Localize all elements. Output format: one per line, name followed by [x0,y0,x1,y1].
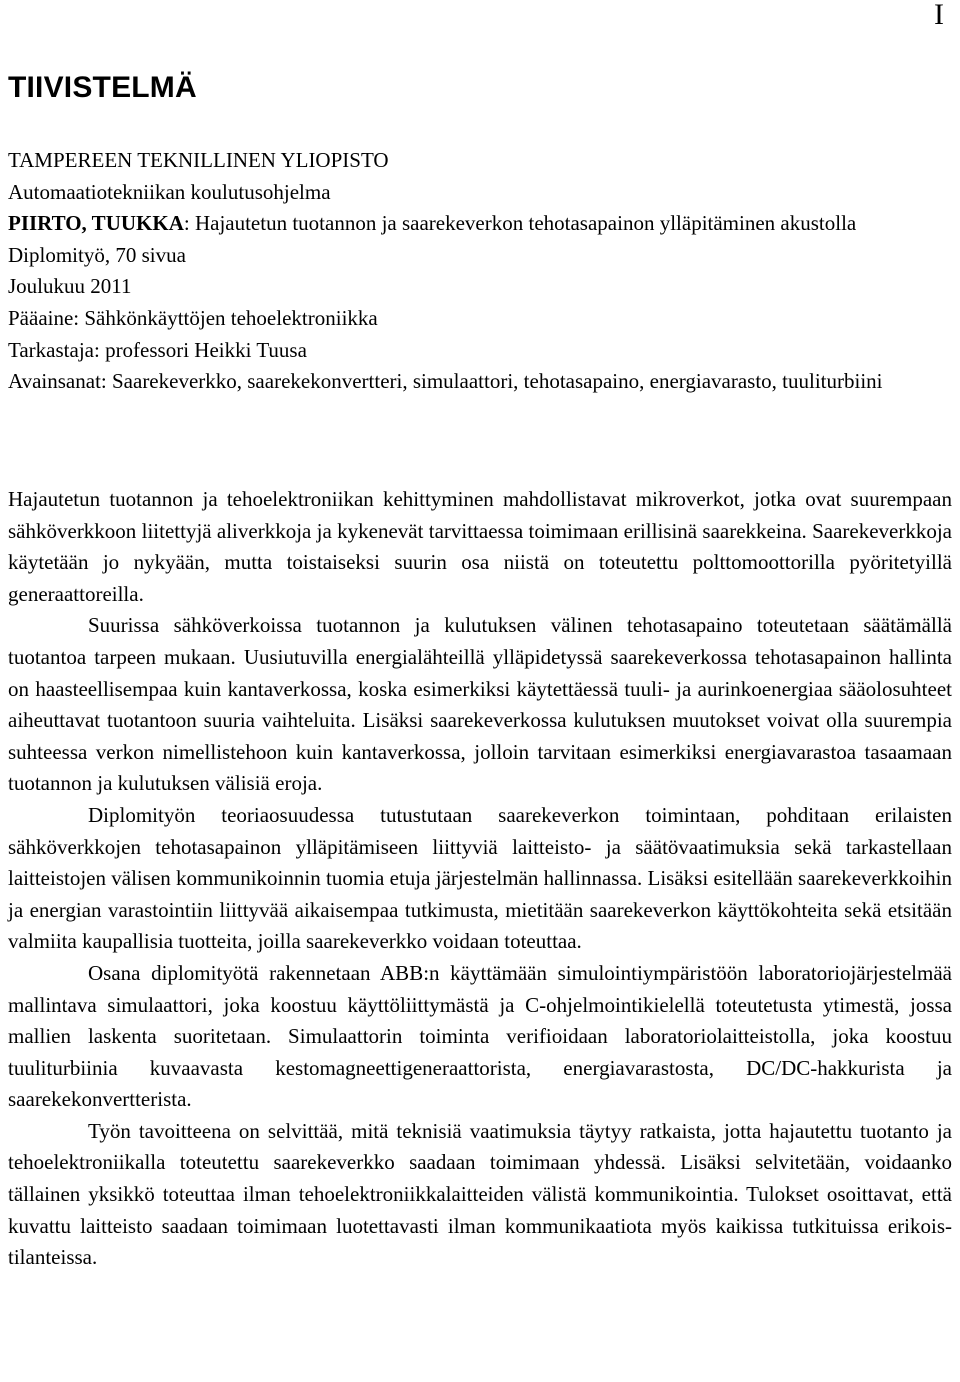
abstract-paragraph: Diplomityön teoriaosuudessa tutustutaan saarekeverkon toimintaan, pohditaan erilaisten sähköverkkojen tehotasapainon ylläpitämiseen liittyviä laitteisto- ja säätövaatimuksia sekä tarkastellaan laitteistojen välisen kommunikoinnin tuomia etuja järjestelmän hallinnassa. Lisäksi esitellään saarekeverkkoihin ja energian varastointiin liittyvää aikaisempaa tutkimusta, mietitään saarekeverkon käyttökohteita sekä etsitään valmiita kaupallisia tuotteita, joilla saarekeverkko voidaan toteuttaa. [8,802,952,954]
examiner: Tarkastaja: professori Heikki Tuusa [8,337,307,362]
keywords: Avainsanat: Saarekeverkko, saarekekonvertteri, simulaattori, tehotasapaino, energiavarasto, tuuliturbiini [8,369,883,394]
abstract-paragraph: Hajautetun tuotannon ja tehoelektroniikan kehittyminen mahdollistavat mikroverkot, jotka ovat suurempaan sähköverkkoon liitettyjä aliverkkoja ja kykenevät tarvittaessa toimimaan erillisinä saarekkeina. Saarekeverkkoja käytetään jo nykyään, mutta toistaiseksi suurin osa niistä on toteutettu polttomoottorilla pyöritetyillä generaattoreilla. [8,487,952,606]
abstract-body [8,484,952,1274]
author-title-line: PIIRTO, TUUKKA: Hajautetun tuotannon ja saarekeverkon tehotasapainon ylläpitäminen akustolla [8,211,857,236]
page-number: I [934,0,944,31]
abstract-heading: TIIVISTELMÄ [8,71,197,104]
thesis-type-pages: Diplomityö, 70 sivua [8,242,186,267]
thesis-date: Joulukuu 2011 [8,274,132,299]
degree-programme: Automaatiotekniikan koulutusohjelma [8,179,331,204]
thesis-metadata [8,145,952,398]
abstract-paragraph: Osana diplomityötä rakennetaan ABB:n käyttämään simulointiympäristöön laboratoriojärjestelmää mallintava simulaattori, joka koostuu käyttöliittymästä ja C-ohjelmointikielellä toteutetusta ytimestä, jossa mallien laskenta suoritetaan. Simulaattorin toiminta verifioidaan laboratoriolaitteistolla, joka koostuu tuuliturbiinia kuvaavasta kestomagneettigeneraattorista, energiavarastosta, DC/DC-hakkurista ja saarekekonvertterista. [8,960,952,1112]
thesis-title: Hajautetun tuotannon ja saarekeverkon tehotasapainon ylläpitäminen akustolla [194,211,857,236]
abstract-paragraph: Suurissa sähköverkoissa tuotannon ja kulutuksen välinen tehotasapaino toteutetaan säätämällä tuotantoa tarpeen mukaan. Uusiutuvilla energialähteillä ylläpidetyssä saarekeverkossa tehotasapainon hallinta on haasteellisempaa kuin kantaverkossa, koska esimerkiksi käytettäessä tuuli- ja aurinkoenergiaa sääolosuhteet aiheuttavat tuotantoon suuria vaihteluita. Lisäksi saarekeverkossa kulutuksen muutokset voivat olla suurempia suhteessa verkon nimellistehoon kuin kantaverkossa, jolloin tarvitaan esimerkiksi energiavarastoa tasaamaan tuotannon ja kulutuksen välisiä eroja. [8,613,952,796]
abstract-paragraph: Työn tavoitteena on selvittää, mitä teknisiä vaatimuksia täytyy ratkaista, jotta hajautettu tuotanto ja tehoelektroniikalla toteutettu saarekeverkko saadaan toimimaan yhdessä. Lisäksi selvitetään, voidaanko tällainen yksikkö toteuttaa ilman tehoelektroniikkalaitteiden välistä kommunikointia. Tulokset osoittavat, että kuvattu laitteisto saadaan toimimaan luotettavasti ilman kommunikaatiota myös kaikissa tutkituissa erikoistilanteissa. [8,1118,952,1270]
major-subject: Pääaine: Sähkönkäyttöjen tehoelektroniikka [8,305,378,330]
author-name: PIIRTO, TUUKKA [8,211,184,236]
university-name: TAMPEREEN TEKNILLINEN YLIOPISTO [8,148,389,172]
